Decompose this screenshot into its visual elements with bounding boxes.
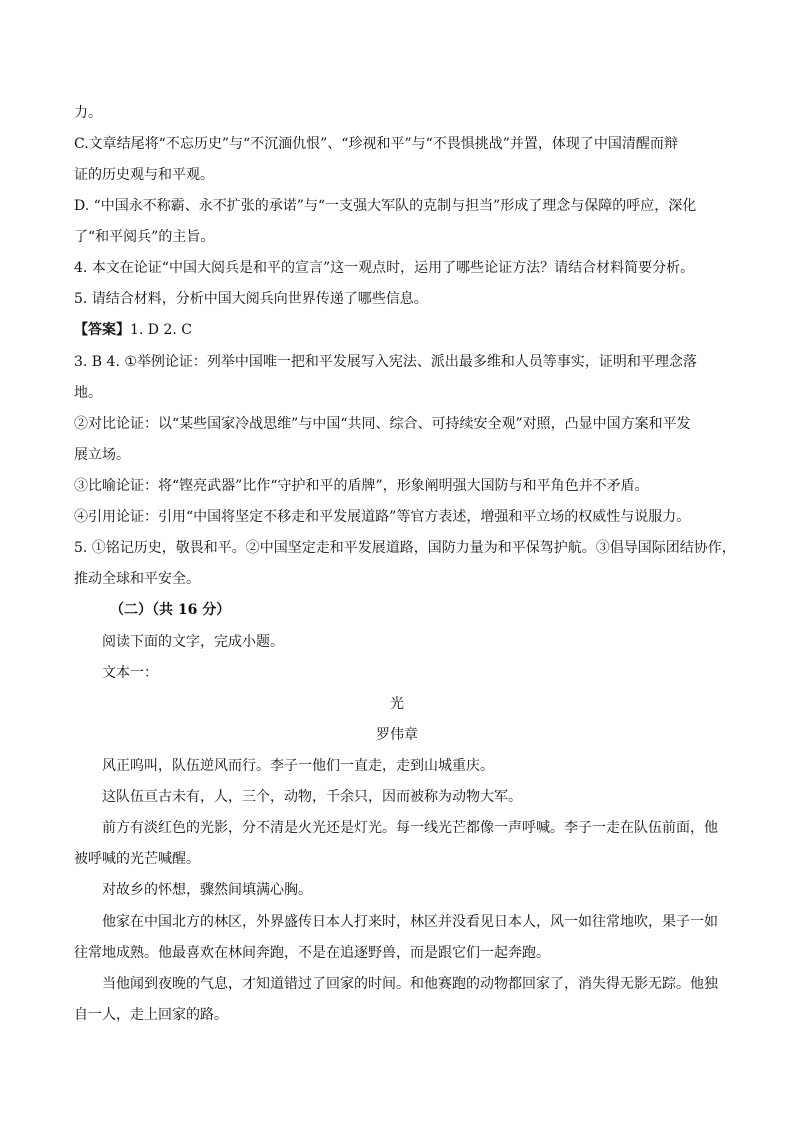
answer-line: ④引用论证：引用“中国将坚定不移走和平发展道路”等官方表述，增强和平立场的权威性与说服力。: [74, 509, 691, 525]
paragraph-line: 风正呜叫，队伍逆风而行。李子一他们一直走，走到山城重庆。: [102, 758, 494, 774]
answer-line: ②对比论证：以“某些国家冷战思维”与中国“共同、综合、可持续安全观”对照，凸显中国方案和平发: [74, 416, 691, 432]
text-line: 了“和平阅兵”的主旨。: [74, 229, 215, 245]
answer-text: 1. D 2. C: [130, 322, 193, 338]
paragraph-line: 被呼喊的光芒喊醒。: [74, 851, 200, 867]
paragraph-line: 自一人，走上回家的路。: [74, 1007, 228, 1023]
option-d-line: D. “中国永不称霸、永不扩张的承诺”与“一支强大军队的克制与担当”形成了理念与保障的呼应，深化: [74, 198, 697, 214]
answer-line: 5. ①铭记历史，敬畏和平。②中国坚定走和平发展道路，国防力量为和平保驾护航。③倡导国际团结协作，: [74, 540, 736, 556]
text-line: 力。: [74, 105, 102, 121]
article-author: 罗伟章: [376, 727, 418, 743]
answer-line: 3. B 4. ①举例论证：列举中国唯一把和平发展写入宪法、派出最多维和人员等事实，证明和平理念落: [74, 354, 697, 370]
paragraph-line: 他家在中国北方的林区，外界盛传日本人打来时，林区并没看见日本人，风一如往常地吹，果子一如: [102, 914, 718, 930]
section-heading: （二）（共 16 分）: [110, 602, 231, 618]
text-line: 展立场。: [74, 447, 130, 463]
article-title: 光: [390, 696, 404, 712]
paragraph-line: 当他闻到夜晚的气息，才知道错过了回家的时间。和他赛跑的动物都回家了，消失得无影无踪。他独: [102, 976, 718, 992]
instruction-line: 阅读下面的文字，完成小题。: [102, 634, 284, 650]
text-line: 推动全球和平安全。: [74, 571, 200, 587]
text-line: 地。: [74, 385, 102, 401]
question-5: 5. 请结合材料，分析中国大阅兵向世界传递了哪些信息。: [74, 291, 428, 307]
text-line: 证的历史观与和平观。: [74, 167, 214, 183]
paragraph-line: 这队伍亘古未有，人，三个，动物，千余只，因而被称为动物大军。: [102, 789, 522, 805]
paragraph-line: 对故乡的怀想，骤然间填满心胸。: [102, 882, 312, 898]
answer-line: [74, 320, 724, 340]
answer-line: ③比喻论证：将“铿亮武器”比作“守护和平的盾牌”，形象阐明强大国防与和平角色并不矛盾。: [74, 478, 649, 494]
text-label: 文本一：: [102, 665, 158, 681]
paragraph-line: 往常地成熟。他最喜欢在林间奔跑，不是在追逐野兽，而是跟它们一起奔跑。: [74, 945, 550, 961]
option-c-line: C.文章结尾将“不忘历史”与“不沉湎仇恨”、“珍视和平”与“不畏惧挑战”并置，体现了中国清醒而辩: [74, 136, 678, 152]
answer-label: 【答案】: [74, 322, 130, 338]
question-4: 4. 本文在论证“中国大阅兵是和平的宣言”这一观点时，运用了哪些论证方法？请结合材料简要分析。: [74, 260, 695, 276]
paragraph-line: 前方有淡红色的光影，分不清是火光还是灯光。每一线光芒都像一声呼喊。李子一走在队伍前面，他: [102, 820, 718, 836]
